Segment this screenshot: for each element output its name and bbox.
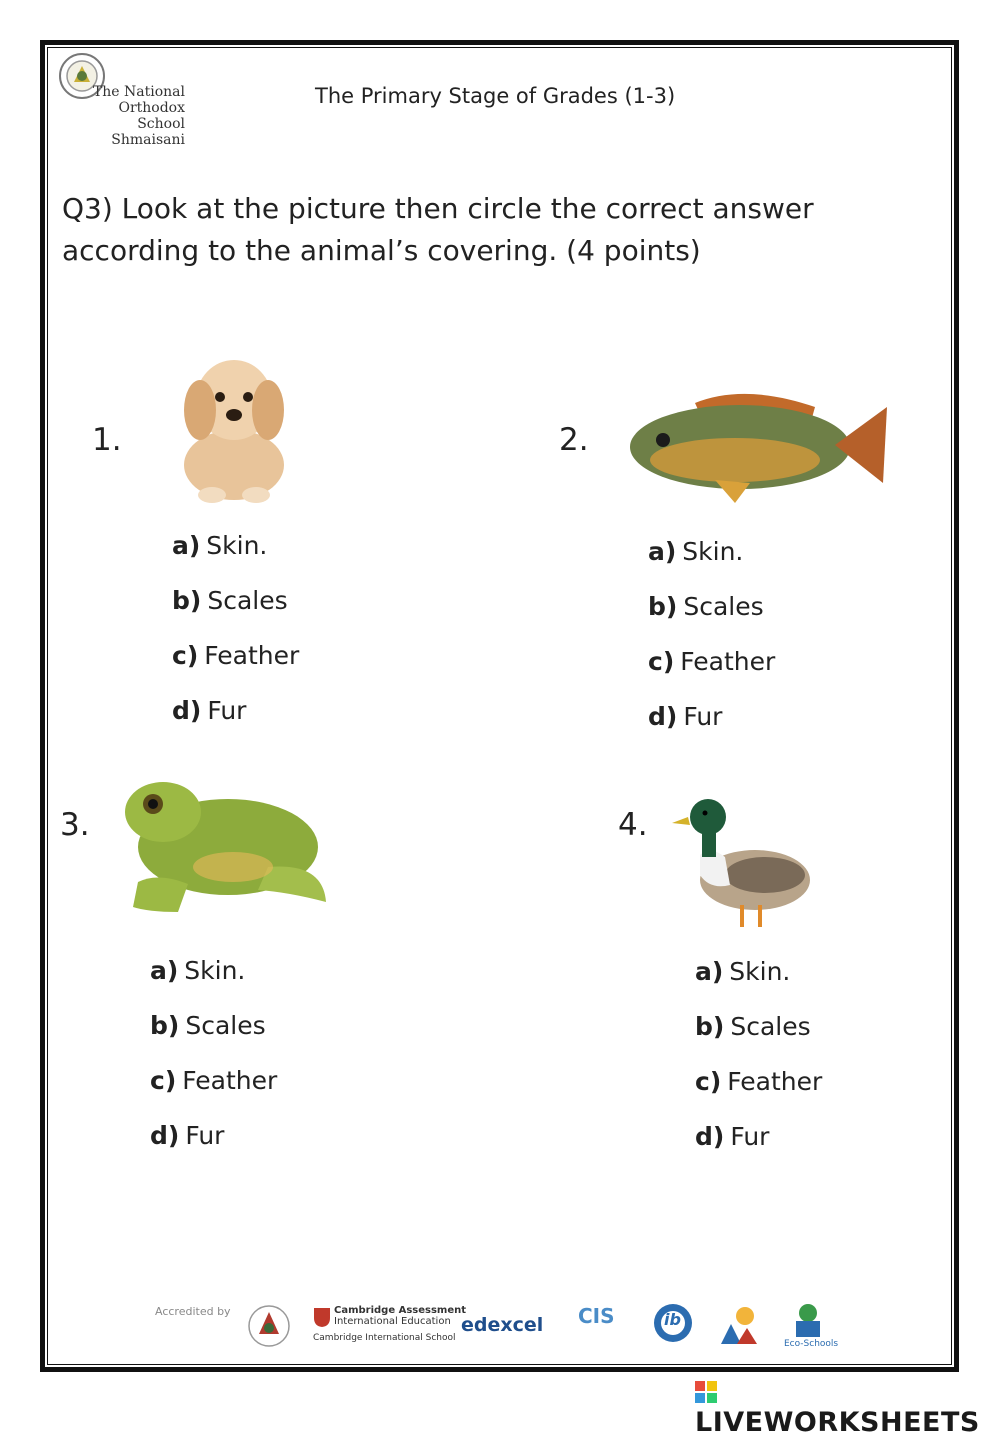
options-list — [150, 955, 277, 1175]
option-c[interactable]: c) Feather — [172, 641, 300, 670]
option-d[interactable]: d) Fur — [695, 1122, 770, 1151]
page-title: The Primary Stage of Grades (1-3) — [315, 84, 676, 108]
fish-icon — [625, 385, 890, 505]
question-text: Q3) Look at the picture then circle the correct answer according to the animal’s covering. (4 points) — [62, 192, 814, 267]
eco-schools-icon — [790, 1303, 826, 1339]
option-c[interactable]: c) Feather — [695, 1067, 823, 1096]
healthy-schools-icon — [715, 1302, 763, 1348]
option-b[interactable]: b) Scales — [172, 586, 288, 615]
edexcel-logo: edexcel — [461, 1314, 544, 1336]
accredited-label: Accredited by — [155, 1305, 231, 1318]
options-list — [648, 536, 775, 756]
option-a[interactable]: a) Skin. — [150, 956, 246, 985]
item-number: 2. — [559, 422, 589, 458]
frog-icon — [118, 772, 330, 922]
item-number: 3. — [60, 807, 90, 843]
school-name: The National Orthodox School Shmaisani — [92, 84, 185, 148]
option-c[interactable]: c) Feather — [648, 647, 776, 676]
liveworksheets-logo-icon — [695, 1381, 717, 1403]
option-d[interactable]: d) Fur — [172, 696, 247, 725]
option-b[interactable]: b) Scales — [648, 592, 764, 621]
option-c[interactable]: c) Feather — [150, 1066, 278, 1095]
option-a[interactable]: a) Skin. — [648, 537, 744, 566]
liveworksheets-watermark: LIVEWORKSHEETS — [695, 1376, 1000, 1438]
option-a[interactable]: a) Skin. — [695, 957, 791, 986]
option-a[interactable]: a) Skin. — [172, 531, 268, 560]
item-number: 4. — [618, 807, 648, 843]
option-b[interactable]: b) Scales — [150, 1011, 266, 1040]
cambridge-shield-icon — [312, 1306, 332, 1328]
option-d[interactable]: d) Fur — [150, 1121, 225, 1150]
option-b[interactable]: b) Scales — [695, 1012, 811, 1041]
options-list — [172, 530, 299, 750]
cambridge-school-label: Cambridge International School — [313, 1333, 456, 1343]
eco-schools-label: Eco-Schools — [784, 1339, 839, 1349]
jordan-emblem-icon — [245, 1300, 293, 1350]
ib-logo-text: ib — [664, 1310, 681, 1329]
cambridge-logo: Cambridge Assessment International Education — [334, 1305, 467, 1327]
options-list — [695, 956, 822, 1176]
item-number: 1. — [92, 422, 122, 458]
duck-icon — [670, 795, 815, 935]
option-d[interactable]: d) Fur — [648, 702, 723, 731]
cis-logo: CIS — [578, 1304, 615, 1328]
dog-icon — [172, 345, 297, 505]
